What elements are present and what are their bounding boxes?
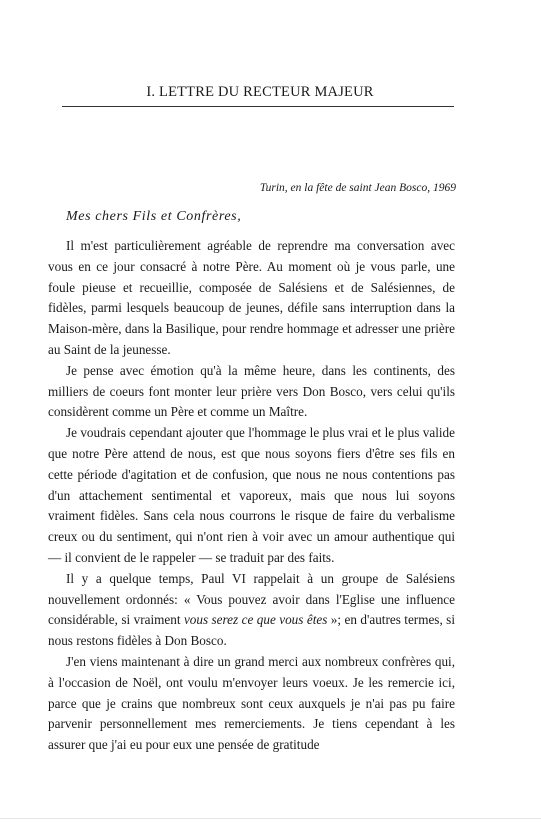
paragraph-4 (48, 569, 455, 652)
salutation: Mes chers Fils et Confrères, (66, 209, 242, 224)
paragraph-5: J'en viens maintenant à dire un grand merci aux nombreux confrères qui, à l'occasion de Noël, ont voulu m'envoyer leurs voeux. Je les remercie ici, parce que je crains que nombreux sont ceux auxquels je n'ai pas pu faire parvenir personnellement mes remerciements. Je tiens cependant à les assurer que j'ai eu pour eux une pensée de gratitude (48, 653, 455, 753)
chapter-heading: I. LETTRE DU RECTEUR MAJEUR (146, 84, 374, 100)
dateline: Turin, en la fête de saint Jean Bosco, 1969 (259, 182, 456, 194)
page-bottom-edge (0, 818, 541, 819)
heading-rule (62, 106, 454, 107)
letter-body (48, 236, 455, 756)
paragraph-2: Je pense avec émotion qu'à la même heure, dans les continents, des milliers de coeurs font monter leur prière vers Don Bosco, vers celui qu'ils considèrent comme un Père et comme un Maître. (48, 362, 455, 420)
paragraph-4-before: Il y a quelque temps, Paul VI rappelait à un groupe de Salésiens nouvellement ordonnés: « Vous pouvez avoir dans l'Eglise une influence considérable, si vraiment (48, 570, 455, 628)
paragraph-4-emphasis: vous serez ce que vous êtes (183, 612, 328, 628)
paragraph-1: Il m'est particulièrement agréable de reprendre ma conversation avec vous en ce jour consacré à notre Père. Au moment où je vous parle, une foule pieuse et recueillie, composée de Salésiens et de Salésiennes, de fidèles, parmi lesquels beaucoup de jeunes, défile sans interruption dans la Maison-mère, dans la Basilique, pour rendre hommage et adresser une prière au Saint de la jeunesse. (48, 238, 455, 357)
paragraph-4-after: »; en d'autres termes, si nous restons fidèles à Don Bosco. (48, 612, 455, 649)
paragraph-3: Je voudrais cependant ajouter que l'hommage le plus vrai et le plus valide que notre Père attend de nous, est que nous soyons fiers d'être ses fils en cette période d'agitation et de confusion, que nous ne nous contentions pas d'un attachement sentimental et vaporeux, mais que nous lui soyons vraiment fidèles. Sans cela nous courrons le risque de faire du verbalisme creux ou du sentiment, qui n'ont rien à voir avec un amour authentique qui — il convient de le rappeler — se traduit par des faits. (48, 425, 455, 565)
